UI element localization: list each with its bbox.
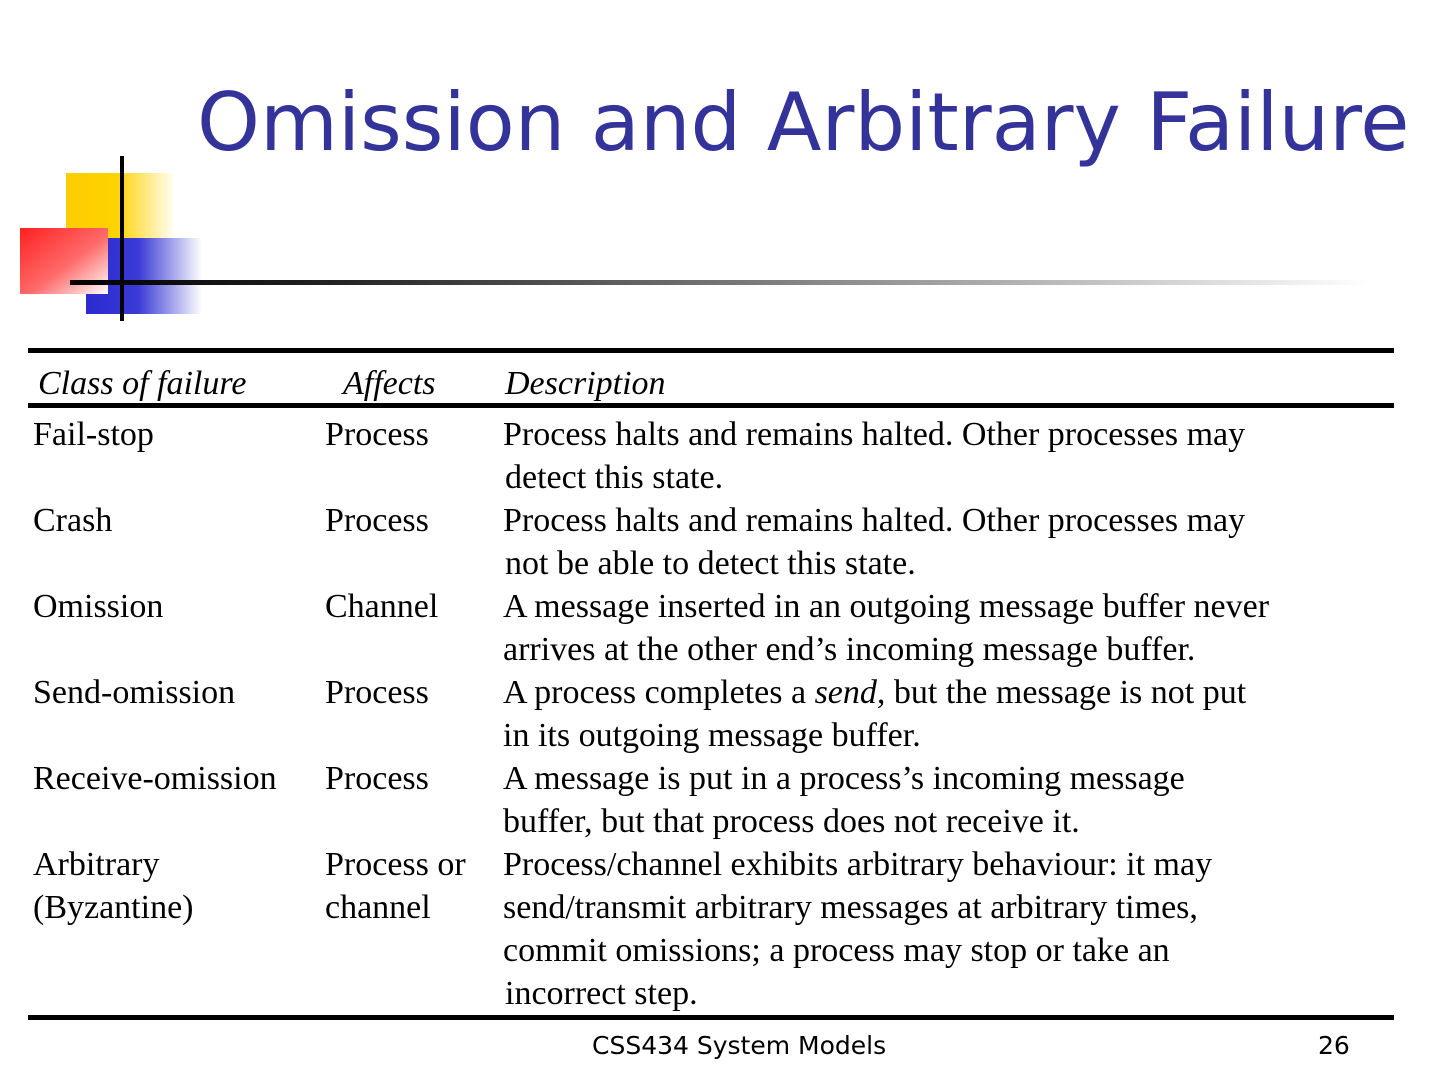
row-omission-class: Omission [33,588,164,625]
row-fail-stop-description-line-2: detect this state. [505,459,724,496]
row-receive-omission-description-line-1: A message is put in a process’s incoming message [503,760,1185,797]
send-omission-text-emphasis: send, [814,674,886,711]
row-fail-stop-affects: Process [325,416,429,453]
row-receive-omission-description-line-2: buffer, but that process does not receive it. [503,803,1080,840]
row-arbitrary-description-line-1: Process/channel exhibits arbitrary behaviour: it may [503,846,1213,883]
row-send-omission-description-line-2: in its outgoing message buffer. [503,717,921,754]
row-receive-omission-class: Receive-omission [33,760,277,797]
row-send-omission-class: Send-omission [33,674,236,711]
row-send-omission-affects: Process [325,674,429,711]
row-arbitrary-description-line-3: commit omissions; a process may stop or take an [503,932,1170,969]
send-omission-text-before: A process completes a [503,674,815,711]
row-omission-affects: Channel [325,588,439,625]
row-omission-description-line-1: A message inserted in an outgoing message buffer never [503,588,1270,625]
row-arbitrary-affects-line-2: channel [325,889,431,926]
row-fail-stop-description-line-1: Process halts and remains halted. Other processes may [503,416,1246,453]
row-arbitrary-description-line-2: send/transmit arbitrary messages at arbitrary times, [503,889,1198,926]
row-omission-description-line-2: arrives at the other end’s incoming message buffer. [503,631,1196,668]
row-arbitrary-description-line-4: incorrect step. [505,975,698,1012]
row-arbitrary-class-line-2: (Byzantine) [33,889,194,926]
row-crash-class: Crash [33,502,113,539]
row-send-omission-description-line-1 [503,671,1246,714]
header-class-of-failure: Class of failure [38,365,247,402]
title-underline [70,280,1370,285]
send-omission-text-after: but the message is not put [885,674,1247,711]
logo-vertical-line [120,156,124,321]
page-number: 26 [1318,1031,1350,1060]
slide-title: Omission and Arbitrary Failure [197,76,1410,169]
footer-course-title: CSS434 System Models [592,1031,887,1060]
row-crash-description-line-2: not be able to detect this state. [505,545,916,582]
header-affects: Affects [343,365,436,402]
table-bottom-rule [28,1015,1394,1020]
row-arbitrary-affects-line-1: Process or [325,846,466,883]
table-top-rule [28,348,1394,353]
row-crash-description-line-1: Process halts and remains halted. Other processes may [503,502,1246,539]
header-description: Description [505,365,666,402]
row-receive-omission-affects: Process [325,760,429,797]
row-fail-stop-class: Fail-stop [33,416,154,453]
row-arbitrary-class-line-1: Arbitrary [33,846,160,883]
row-crash-affects: Process [325,502,429,539]
